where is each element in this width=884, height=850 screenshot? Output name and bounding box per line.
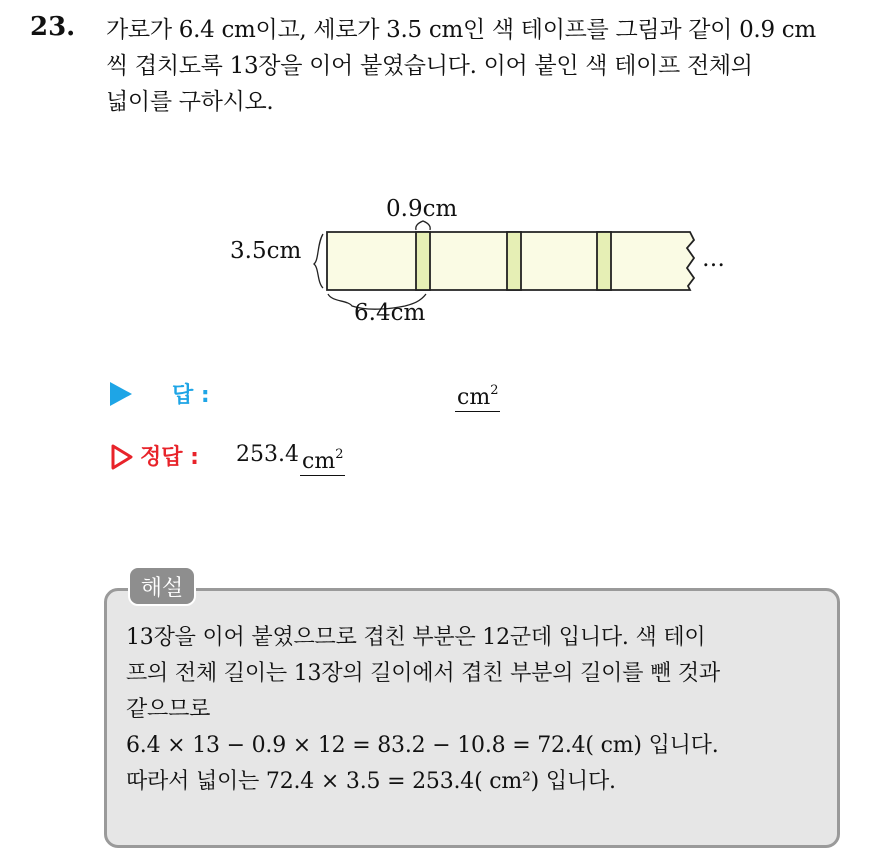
height-label: 3.5cm bbox=[230, 238, 302, 264]
explanation-line: 따라서 넓이는 72.4 × 3.5 = 253.4( cm²) 입니다. bbox=[126, 769, 616, 794]
answer-unit: cm bbox=[457, 385, 491, 410]
question-text bbox=[106, 12, 866, 120]
question-number: 23. bbox=[30, 12, 76, 42]
tape-figure bbox=[200, 182, 760, 342]
correct-answer-unit: cm bbox=[302, 449, 336, 474]
height-brace bbox=[314, 234, 323, 288]
correct-answer-value: 253.4 bbox=[236, 442, 299, 467]
question-line: 씩 겹치도록 13장을 이어 붙였습니다. 이어 붙인 색 테이프 전체의 bbox=[106, 53, 753, 79]
question-line: 넓이를 구하시오. bbox=[106, 89, 274, 115]
answer-row bbox=[110, 376, 630, 416]
play-triangle-icon bbox=[110, 382, 132, 406]
explanation-line: 6.4 × 13 − 0.9 × 12 = 83.2 − 10.8 = 72.4( cm) 입니다. bbox=[126, 733, 719, 758]
explanation-line: 13장을 이어 붙였으므로 겹친 부분은 12군데 입니다. 색 테이 bbox=[126, 625, 706, 650]
overlap-label: 0.9cm bbox=[386, 196, 458, 222]
correct-answer-unit-wrap bbox=[300, 442, 345, 476]
answer-blank[interactable] bbox=[455, 378, 500, 412]
correct-answer-label: 정답 : bbox=[140, 445, 199, 470]
explanation-line: 프의 전체 길이는 13장의 길이에서 겹친 부분의 길이를 뺀 것과 bbox=[126, 661, 720, 686]
overlap-stripe bbox=[416, 232, 430, 290]
outline-triangle-icon bbox=[110, 444, 134, 470]
answer-label: 답 : bbox=[172, 383, 210, 408]
overlap-stripe bbox=[597, 232, 611, 290]
continuation-ellipsis: … bbox=[702, 246, 725, 272]
width-label: 6.4cm bbox=[354, 300, 426, 326]
explanation-tag: 해설 bbox=[128, 566, 196, 606]
answer-unit-exponent: 2 bbox=[490, 383, 499, 398]
question-line: 가로가 6.4 cm이고, 세로가 3.5 cm인 색 테이프를 그림과 같이 0.9 cm bbox=[106, 17, 816, 43]
overlap-stripe bbox=[507, 232, 521, 290]
explanation-text bbox=[126, 620, 832, 800]
correct-answer-row bbox=[110, 438, 630, 478]
explanation-line: 같으므로 bbox=[126, 697, 211, 722]
overlap-brace bbox=[416, 221, 430, 230]
correct-answer-unit-exponent: 2 bbox=[335, 447, 344, 462]
